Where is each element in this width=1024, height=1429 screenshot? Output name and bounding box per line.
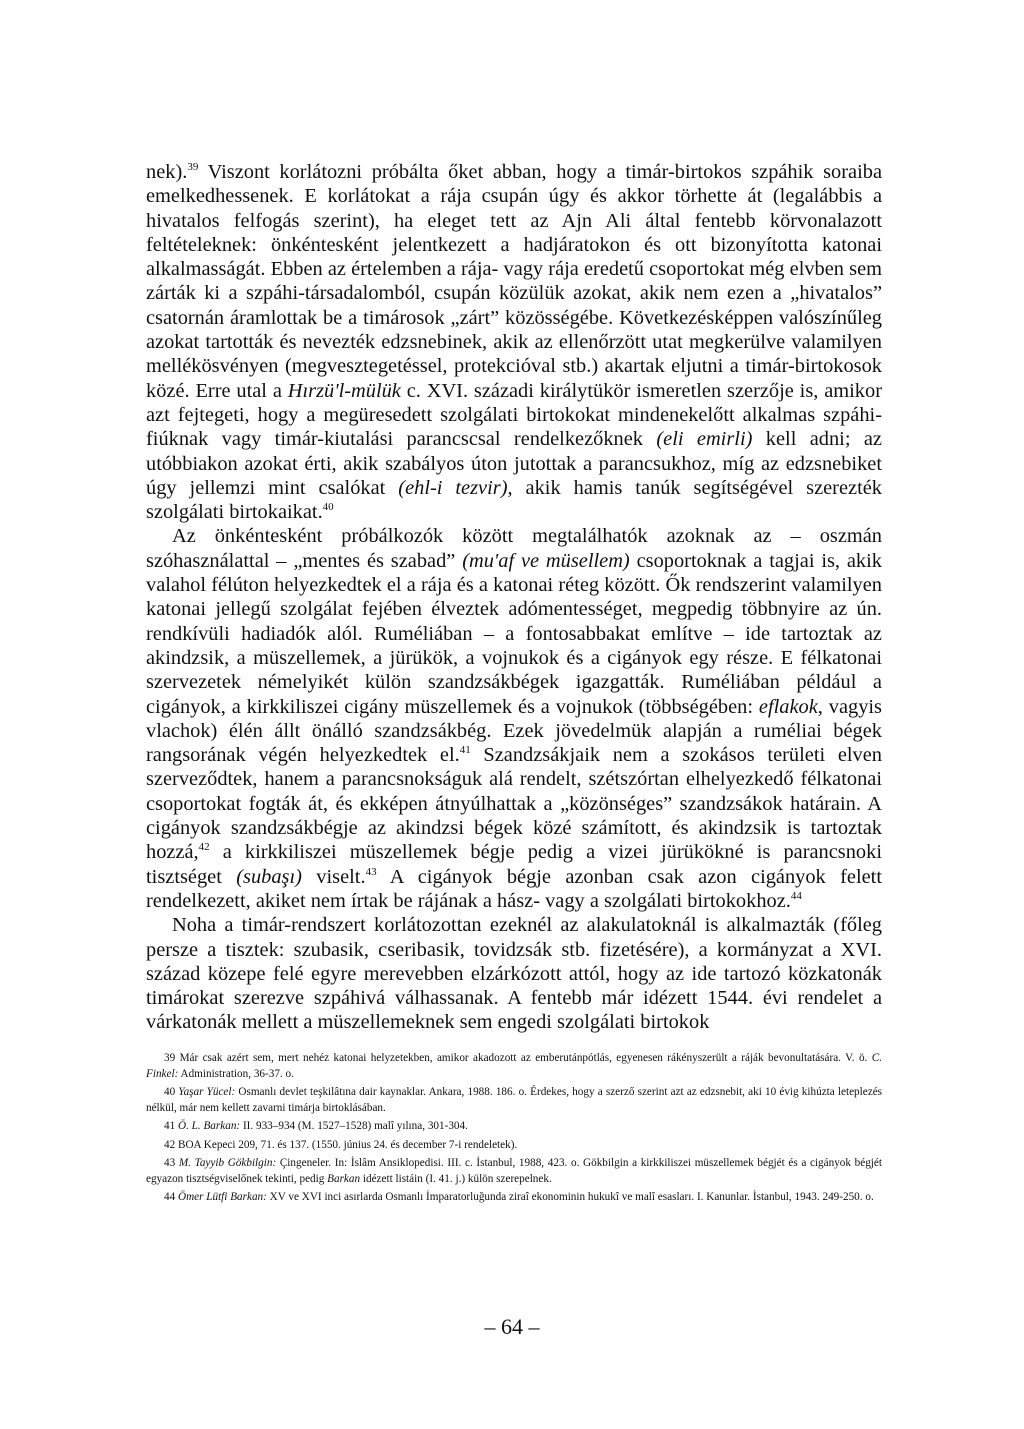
text-run: Administration, 36-37. o. <box>178 1067 294 1080</box>
footnote-reference: 44 <box>790 890 802 903</box>
text-run: Çingeneler. In: İslâm Ansiklopedisi. III. c. İstanbul, 1988, 423. o. Gökbilgin a kirkkiliszei müszellemek bégjét és a cigányok bégjét egyazon tisztségviselőnek tekinti, pedig <box>146 1157 882 1185</box>
italic-term: eflakok <box>758 695 818 718</box>
paragraph <box>146 913 882 1034</box>
text-run: Osmanlı devlet teşkilâtına dair kaynaklar. Ankara, 1988. 186. o. Érdekes, hogy a szerző szerint azt az edzsnebit, aki 10 évig kihúzta leteplezés nélkül, már nem kellett zavarni timárja birtoklásában. <box>146 1086 883 1114</box>
italic-term: (subaşı) <box>236 865 302 888</box>
text-run: 44 <box>164 1191 178 1203</box>
italic-term: M. Tayyib Gökbilgin: <box>178 1157 277 1169</box>
italic-term: (ehl-i tezvir) <box>398 476 508 499</box>
text-run: c. XVI. századi királytükör ismeretlen szerzője is, amikor azt fejtegeti, hogy a megüresedett szolgálati birtokokat mindenekelőtt alkalmas szpáhi-fiúknak vagy timár-kiutalási parancscsal rendelkezőknek <box>146 379 882 451</box>
text-run: , vagyis vlachok) élén állt önálló szandzsákbég. Ezek jövedelmük alapján a ruméliai bégek rangsorának végén helyezkedtek el. <box>146 695 882 767</box>
page-number: – 64 – <box>484 1314 540 1339</box>
italic-term: (mu'af ve müsellem) <box>462 549 630 572</box>
italic-term: Hırzü'l-mülük <box>287 379 401 402</box>
text-run: Viszont korlátozni próbálta őket abban, hogy a timár-birtokos szpáhik soraiba emelkedhessenek. E korlátokat a rája csupán úgy és akkor törhette át (legalábbis a hivatalos felfogás szerint), ha eleget tett az Ajn Ali által fentebb körvonalazott feltételeknek: önkéntesként jelentkezett a hadjáratokon és ott bizonyította katonai alkalmasságát. Ebben az értelemben a rája- vagy rája eredetű csoportokat még elvben sem zárták ki a szpáhi-társadalomból, csupán közülük azokat, akik nem ezen a „hivatalos” csatornán áramlottak be a timárosok „zárt” közösségébe. Következésképpen valószínűleg azokat tartották és nevezték edzsnebinek, akik az ellenőrzött utat megkerülve valamilyen mellékösvényen (megvesztegetéssel, protekcióval stb.) akartak eljutni a timár-birtokosok közé. Erre utal a <box>146 161 882 402</box>
footnote <box>146 1085 882 1116</box>
footnote-reference: 42 <box>198 841 210 854</box>
text-run: Szandzsákjaik nem a szokásos területi elven szerveződtek, hanem a parancsnokságuk alá rendelt, szétszórtan elhelyezkedő félkatonai csoportokat fogták át, és ekképen átnyúlhattak a „közönséges” szandzsákok határain. A cigányok szandzsákbégje az akindzsi bégek közé számított, és akindzsik is tartoztak hozzá, <box>146 744 882 864</box>
text-run: kell adni; az utóbbiakon azokat érti, akik szabályos úton jutottak a parancsukhoz, míg az edzsnebiket úgy jellemzi mint csalókat <box>146 428 882 499</box>
footnote-reference: 43 <box>365 865 377 878</box>
italic-term: C. Finkel: <box>146 1052 882 1080</box>
text-run: a kirkkiliszei müszellemek bégje pedig a vizei jürükökné is parancsnoki tisztséget <box>146 841 882 888</box>
footnote <box>146 1156 882 1187</box>
footnote <box>146 1051 882 1082</box>
italic-term: (eli emirli) <box>656 428 753 451</box>
text-run: nek). <box>146 161 188 183</box>
text-run: A cigányok bégje azonban csak azon cigányok felett rendelkezett, akiket nem írtak be rájának a hász- vagy a szolgálati birtokokhoz. <box>146 865 882 912</box>
footnote <box>146 1190 882 1206</box>
text-run: 40 <box>164 1086 179 1098</box>
text-run: 42 BOA Kepeci 209, 71. és 137. (1550. június 24. és december 7-i rendeletek). <box>164 1138 518 1151</box>
text-run: Noha a timár-rendszert korlátozottan ezeknél az alakulatoknál is alkalmazták (főleg persze a tisztek: szubasik, cseribasik, tovidzsák stb. fizetésére), a kormányzat a XVI. század közepe felé egyre merevebben elzárkózott attól, hogy az ide tartozó közkatonák timárokat szerezve szpáhivá válhassanak. A fentebb már idézett 1544. évi rendelet a várkatonák mellett a müszellemeknek sem engedi szolgálati birtokok <box>146 914 882 1034</box>
italic-term: Yaşar Yücel: <box>178 1086 236 1098</box>
paragraph <box>146 160 882 524</box>
footnote-reference: 39 <box>187 161 199 174</box>
text-run: II. 933–934 (M. 1527–1528) malî yılına, 301-304. <box>240 1120 468 1132</box>
paragraph <box>146 524 882 913</box>
text-run: viselt. <box>301 865 366 888</box>
text-run: Az önkéntesként próbálkozók között megtalálhatók azoknak az – oszmán szóhasználattal – „mentes és szabad” <box>146 525 882 572</box>
text-run: csoportoknak a tagjai is, akik valahol félúton helyezkedtek el a rája és a katonai réteg között. Ők rendszerint valamilyen katonai jellegű szolgálat fejében élveztek adómentességet, megpedig többnyire az ún. rendkívüli hadiadók alól. Ruméliában – a fontosabbakat említve – ide tartoztak az akindzsik, a müszellemek, a jürükök, a vojnukok és a cigányok egy része. E félkatonai szervezetek némelyikét külön szandzsákbégek igazgatták. Ruméliában például a cigányok, a kirkkiliszei cigány müszellemek és a vojnukok (többségében: <box>146 549 882 718</box>
italic-term: Ömer Lütfi Barkan: <box>177 1191 267 1203</box>
italic-term: Barkan <box>327 1172 361 1185</box>
footnote-reference: 41 <box>459 744 471 757</box>
text-run: 39 Már csak azért sem, mert nehéz katonai helyzetekben, amikor akadozott az emberutánpótlás, egyenesen rákényszerült a ráják bevonultatására. V. ö. <box>164 1052 872 1064</box>
footnote <box>146 1119 882 1135</box>
main-text <box>146 160 882 1035</box>
footnotes <box>146 1051 882 1209</box>
text-run: 41 <box>164 1120 178 1132</box>
text-run: , akik hamis tanúk segítségével szerezték szolgálati birtokaikat. <box>146 476 882 524</box>
text-run: 43 <box>164 1157 179 1169</box>
text-run: XV ve XVI inci asırlarda Osmanlı İmparatorluğunda ziraî ekonominin hukukî ve malî esasları. I. Kanunlar. İstanbul, 1943. 249-250. o. <box>266 1191 874 1203</box>
footnote-reference: 40 <box>322 501 334 514</box>
footnote <box>146 1138 882 1154</box>
italic-term: Ö. L. Barkan: <box>177 1120 241 1132</box>
text-run: idézett listáin (I. 41. j.) külön szerepelnek. <box>360 1172 552 1185</box>
